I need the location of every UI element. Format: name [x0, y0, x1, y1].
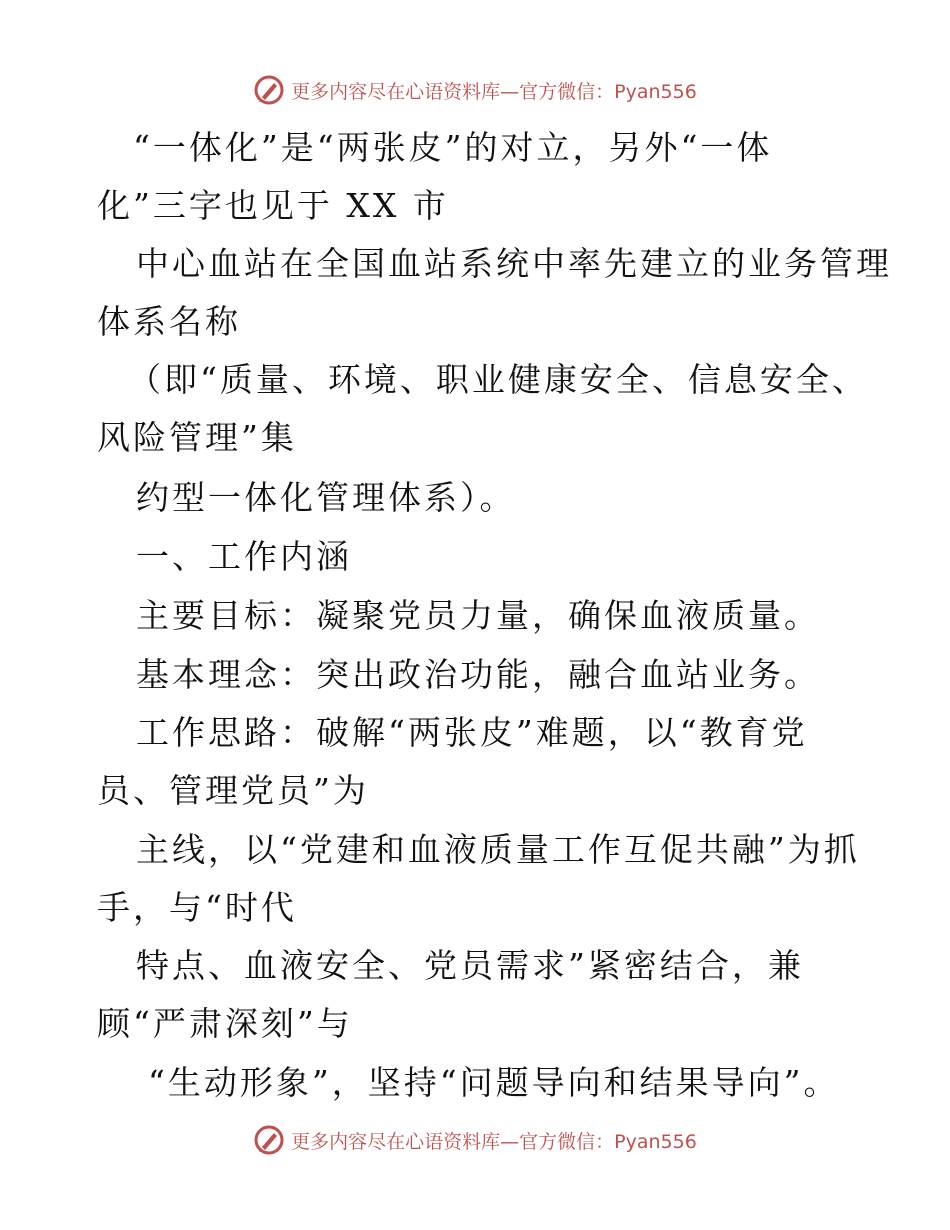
text-line: 体系名称	[97, 302, 241, 341]
text-line: 主线，以“党建和血液质量工作互促共融”为抓	[136, 830, 860, 869]
text-line: 主要目标：凝聚党员力量，确保血液质量。	[136, 596, 820, 635]
watermark-footer	[0, 1120, 950, 1160]
text-line: 员、管理党员”为	[97, 771, 369, 810]
watermark-text: 更多内容尽在心语资料库—官方微信：Pyan556	[291, 1130, 697, 1153]
text-line: 约型一体化管理体系）。	[136, 478, 516, 517]
text-line: 手，与“时代	[97, 888, 297, 927]
text-line: 顾“严肃深刻”与	[97, 1004, 353, 1043]
section-heading: 一、工作内涵	[136, 537, 352, 576]
text-line: 中心血站在全国血站系统中率先建立的业务管理	[136, 244, 892, 283]
watermark-text: 更多内容尽在心语资料库—官方微信：Pyan556	[291, 80, 697, 103]
text-line: （即“质量、环境、职业健康安全、信息安全、	[128, 360, 868, 399]
text-line: “生动形象”，坚持“问题导向和结果导向”。	[148, 1063, 840, 1102]
text-line: 特点、血液安全、党员需求”紧密结合，兼	[136, 946, 804, 985]
text-line: 基本理念：突出政治功能，融合血站业务。	[136, 655, 820, 694]
text-line: 化”三字也见于 XX 市	[97, 186, 449, 225]
text-line: 工作思路：破解“两张皮”难题，以“教育党	[136, 713, 808, 752]
text-line: 风险管理”集	[97, 418, 297, 457]
text-line: “一体化”是“两张皮”的对立，另外“一体	[133, 128, 773, 167]
red-pen-seal-icon	[253, 1124, 285, 1156]
